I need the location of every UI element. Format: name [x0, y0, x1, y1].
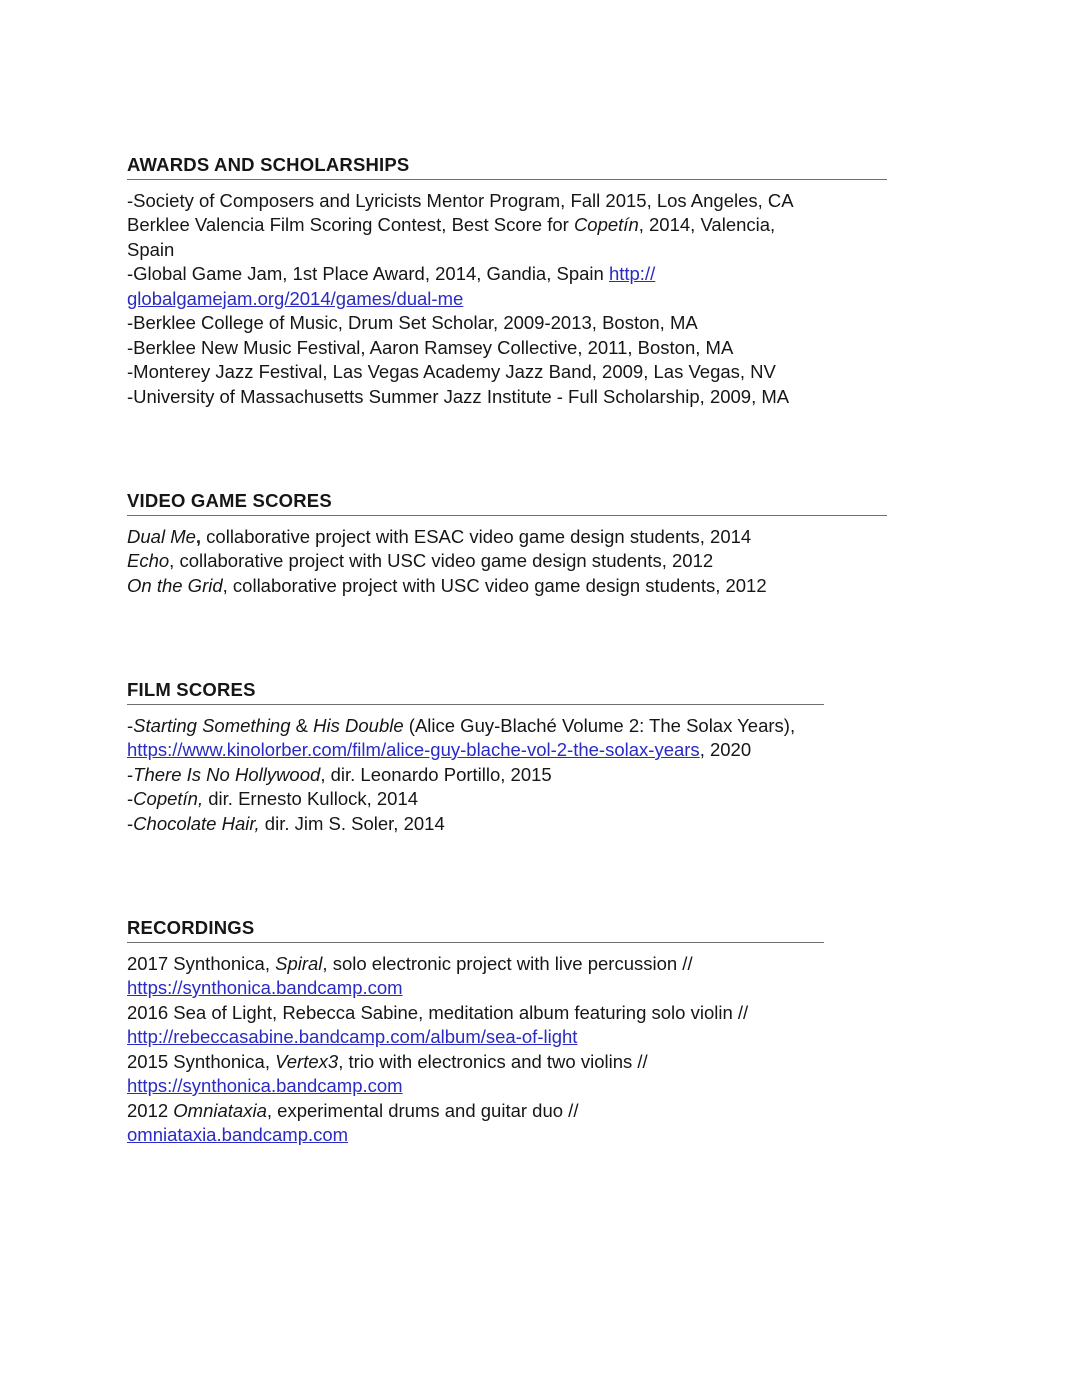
text-run: dir. Ernesto Kullock, 2014 — [203, 788, 419, 809]
text-run: Berklee Valencia Film Scoring Contest, Best Score for — [127, 214, 574, 235]
resume-line — [127, 812, 1078, 837]
text-run: , 2020 — [699, 739, 752, 760]
resume-line — [127, 1099, 1078, 1124]
italic-run: Spiral — [275, 952, 323, 974]
section-awards-and-scholarships — [127, 153, 1078, 409]
hyperlink[interactable]: https://synthonica.bandcamp.com — [127, 1075, 403, 1096]
resume-line — [127, 1025, 1078, 1050]
resume-line — [127, 287, 1078, 312]
text-run: - — [127, 788, 134, 809]
hyperlink[interactable]: http:// — [608, 263, 656, 284]
section-video-game-scores — [127, 489, 1078, 598]
resume-line — [127, 525, 1078, 550]
resume-line — [127, 1001, 1078, 1026]
text-run: collaborative project with ESAC video game design students, 2014 — [201, 525, 752, 547]
section-heading: RECORDINGS — [127, 916, 824, 943]
text-run: - — [127, 812, 134, 834]
resume-line — [127, 714, 1078, 739]
text-run: -Monterey Jazz Festival, Las Vegas Academy Jazz Band, 2009, Las Vegas, NV — [127, 361, 776, 382]
text-run: (Alice Guy-Blaché Volume 2: The Solax Years), — [403, 714, 796, 736]
text-run: , dir. Leonardo Portillo, 2015 — [320, 763, 552, 785]
text-run: , collaborative project with USC video game design students, 2012 — [169, 550, 714, 571]
resume-line — [127, 1050, 1078, 1075]
resume-line — [127, 360, 1078, 385]
text-run: -Global Game Jam, 1st Place Award, 2014, Gandia, Spain — [127, 263, 609, 284]
italic-run: There Is No Hollywood — [133, 763, 321, 785]
text-run: -Society of Composers and Lyricists Mentor Program, Fall 2015, Los Angeles, CA — [127, 189, 794, 211]
italic-run: Copetín, — [133, 788, 204, 809]
hyperlink[interactable]: globalgamejam.org/2014/games/dual-me — [127, 287, 464, 309]
text-run: 2017 Synthonica, — [127, 952, 276, 974]
text-run: -Berklee New Music Festival, Aaron Ramsey Collective, 2011, Boston, MA — [127, 336, 734, 358]
resume-line — [127, 385, 1078, 410]
resume-line — [127, 976, 1078, 1001]
text-run: 2016 Sea of Light, Rebecca Sabine, meditation album featuring solo violin // — [127, 1001, 749, 1023]
resume-line — [127, 763, 1078, 788]
italic-run: Dual Me — [127, 525, 196, 547]
italic-run: Vertex3 — [275, 1050, 339, 1072]
italic-run: On the Grid — [127, 574, 223, 596]
section-recordings — [127, 916, 1078, 1148]
italic-run: Omniataxia — [173, 1099, 267, 1121]
text-run: Spain — [127, 238, 175, 260]
text-run: dir. Jim S. Soler, 2014 — [259, 812, 445, 834]
resume-line — [127, 238, 1078, 263]
section-heading: VIDEO GAME SCORES — [127, 489, 887, 516]
text-run: - — [127, 763, 134, 785]
resume-line — [127, 952, 1078, 977]
text-run: 2015 Synthonica, — [127, 1050, 276, 1072]
text-run: - — [127, 714, 134, 736]
hyperlink[interactable]: https://www.kinolorber.com/film/alice-guy-blache-vol-2-the-solax-years — [127, 739, 700, 760]
resume-line — [127, 262, 1078, 287]
text-run: , collaborative project with USC video game design students, 2012 — [222, 574, 767, 596]
text-run: , solo electronic project with live percussion // — [322, 952, 693, 974]
resume-line — [127, 311, 1078, 336]
italic-run: Starting Something — [133, 714, 291, 736]
resume-line — [127, 213, 1078, 238]
resume-line — [127, 549, 1078, 574]
resume-line — [127, 336, 1078, 361]
resume-line — [127, 574, 1078, 599]
text-run: 2012 — [127, 1099, 174, 1121]
section-film-scores — [127, 678, 1078, 836]
hyperlink[interactable]: https://synthonica.bandcamp.com — [127, 977, 403, 998]
bold-run: , — [195, 525, 202, 547]
text-run: , trio with electronics and two violins // — [338, 1050, 648, 1072]
text-run: , 2014, Valencia, — [638, 214, 776, 235]
section-heading: FILM SCORES — [127, 678, 824, 705]
hyperlink[interactable]: omniataxia.bandcamp.com — [127, 1124, 349, 1145]
resume-line — [127, 1074, 1078, 1099]
text-run: -University of Massachusetts Summer Jazz Institute - Full Scholarship, 2009, MA — [127, 385, 790, 407]
italic-run: Echo — [127, 550, 170, 571]
italic-run: Copetín — [573, 214, 639, 235]
hyperlink[interactable]: http://rebeccasabine.bandcamp.com/album/sea-of-light — [127, 1026, 578, 1047]
text-run: , experimental drums and guitar duo // — [266, 1099, 579, 1121]
resume-line — [127, 738, 1078, 763]
resume-line — [127, 1123, 1078, 1148]
section-heading: AWARDS AND SCHOLARSHIPS — [127, 153, 887, 180]
text-run: & — [290, 714, 314, 736]
italic-run: Chocolate Hair, — [133, 812, 260, 834]
resume-line — [127, 189, 1078, 214]
resume-line — [127, 787, 1078, 812]
italic-run: His Double — [313, 714, 404, 736]
text-run: -Berklee College of Music, Drum Set Scholar, 2009-2013, Boston, MA — [127, 312, 698, 333]
